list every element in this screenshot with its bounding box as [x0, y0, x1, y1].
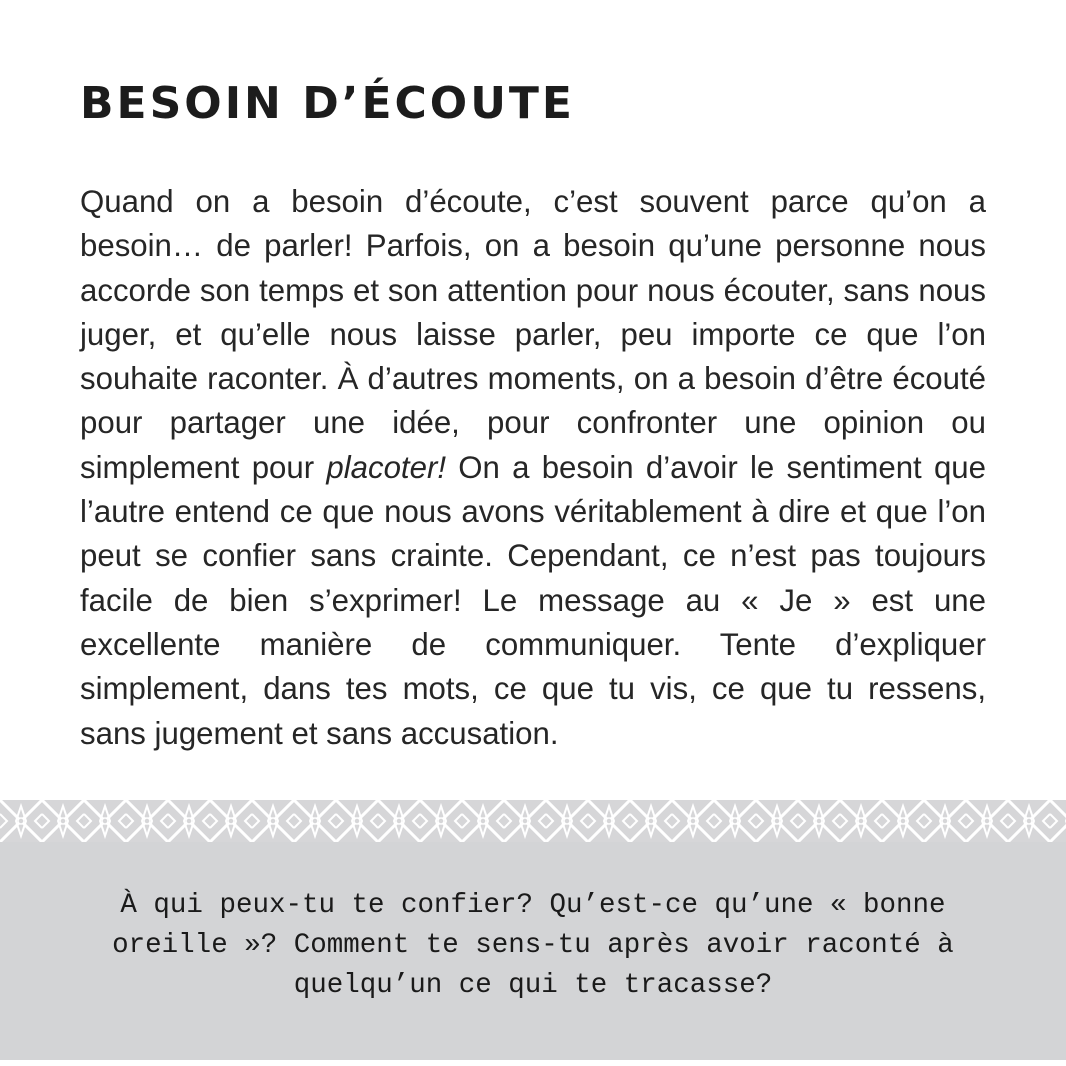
body-text-part-1: Quand on a besoin d’écoute, c’est souvent parce qu’on a besoin… de parler! Parfois, on a besoin qu’une personne nous accorde son temps et son attention pour nous écouter, sans nous juger, et qu’elle nous laisse parler, peu importe ce que l’on souhaite raconter. À d’autres moments, on a besoin d’être écouté pour partager une idée, pour confronter une opinion ou simplement pour: [80, 184, 986, 485]
body-text-part-2: On a besoin d’avoir le sentiment que l’autre entend ce que nous avons véritablement à dire et que l’on peut se confier sans crainte. Cependant, ce n’est pas toujours facile de bien s’exprimer! Le message au « Je » est une excellente manière de communiquer. Tente d’expliquer simplement, dans tes mots, ce que tu vis, ce que tu ressens, sans jugement et sans accusation.: [80, 449, 986, 751]
body-paragraph: [80, 180, 986, 756]
page-title: BESOIN D’ÉCOUTE: [80, 78, 575, 129]
reflection-question: À qui peux-tu te confier? Qu’est-ce qu’une « bonne oreille »? Comment te sens-tu après avoir raconté à quelqu’un ce qui te tracasse?: [112, 890, 954, 1001]
question-box: [0, 842, 1066, 1060]
lattice-pattern-icon: [0, 800, 1066, 842]
body-text-emphasis: placoter!: [326, 449, 446, 485]
decorative-pattern-band: [0, 800, 1066, 842]
